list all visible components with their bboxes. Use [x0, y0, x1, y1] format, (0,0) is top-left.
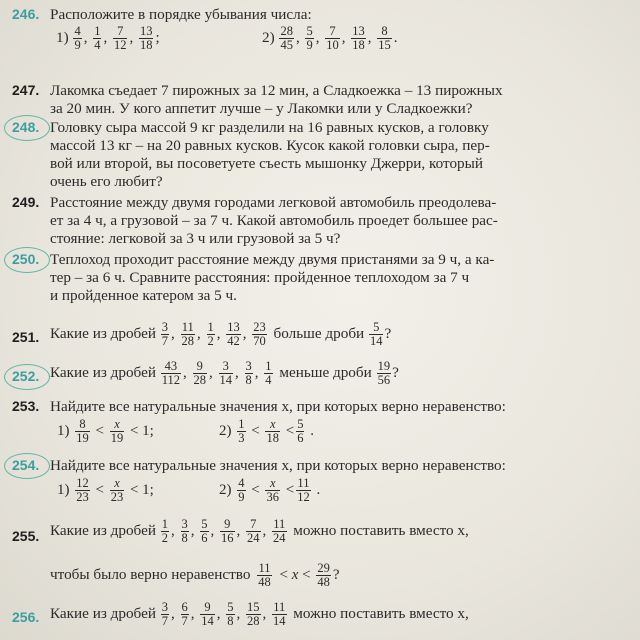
problem-text: Расположите в порядке убывания числа: [50, 6, 312, 23]
fraction-denominator: 12 [113, 38, 127, 52]
fraction-denominator: 15 [378, 38, 391, 52]
fraction-denominator: 10 [326, 38, 339, 52]
fraction [296, 477, 311, 504]
inequality-1 [56, 418, 155, 445]
fraction-denominator: 14 [201, 614, 214, 628]
fraction-denominator: 16 [221, 531, 234, 545]
fraction-numerator: 3 [245, 359, 252, 373]
fraction-denominator: 2 [207, 334, 214, 348]
fraction-numerator: 5 [369, 321, 384, 335]
fraction-list-2: 2) $\frac{28}{45}$ , $\frac{5}{9}$ , $\frac{7}{10}$ , $\frac{13}{18}$ , $\frac{8}{15}$ . [262, 24, 398, 52]
problem-text: Найдите все натуральные значения x, при которых верно неравенство: [50, 398, 506, 415]
fraction [93, 25, 101, 52]
fraction-denominator: 6 [201, 531, 208, 545]
fraction-numerator: 11 [273, 600, 286, 614]
fraction [305, 25, 313, 52]
fraction [272, 518, 287, 545]
text-fragment: , [315, 29, 324, 46]
fraction [377, 360, 392, 387]
fraction-numerator: 4 [74, 24, 81, 38]
problem-line: Расстояние между двумя городами легковой автомобиль преодолева- [50, 194, 497, 211]
fraction-denominator: 48 [317, 575, 330, 589]
text-fragment: , [103, 29, 111, 46]
text-fragment: , [262, 605, 270, 622]
text-fragment: , [171, 522, 179, 539]
fraction-denominator: 14 [273, 614, 286, 628]
fraction-numerator: 7 [113, 25, 128, 39]
fraction [325, 25, 340, 52]
text-fragment: < [91, 481, 108, 498]
fraction [161, 518, 169, 545]
text-fragment: < [281, 481, 295, 498]
fraction-denominator: 3 [238, 431, 245, 445]
fraction-denominator: 28 [181, 334, 194, 348]
fraction-numerator: x [110, 418, 125, 432]
fraction-numerator: 5 [297, 417, 304, 431]
fraction-denominator: 18 [352, 38, 365, 52]
inequality-2 [218, 418, 315, 445]
fraction [296, 418, 304, 445]
inequality-line: чтобы было верно неравенство $\frac{11}{48}$ < x < $\frac{29}{48}$ ? [50, 561, 340, 589]
fraction-denominator: 7 [161, 334, 168, 348]
fraction-denominator: 70 [253, 334, 266, 348]
fraction [351, 25, 366, 52]
text-fragment: , [341, 29, 350, 46]
problem-line: Головку сыра массой 9 кг разделили на 16 равных кусков, а головку [50, 119, 489, 136]
text-fragment: . [306, 422, 314, 439]
text-fragment: < [281, 422, 295, 439]
fraction-numerator: 11 [258, 561, 271, 575]
text-fragment: < 1; [126, 481, 154, 498]
text-fragment: , [171, 605, 179, 622]
problem-number: 249. [12, 194, 40, 210]
fraction-denominator: 7 [161, 614, 168, 628]
fraction-denominator: 12 [297, 490, 310, 504]
text-fragment: , [83, 29, 92, 46]
text-fragment: , [367, 29, 376, 46]
problem-number: 254. [12, 457, 40, 473]
problem-number: 256. [12, 609, 40, 625]
problem-number: 253. [12, 398, 40, 414]
fraction-denominator: 36 [266, 490, 279, 504]
fraction-question: Какие из дробей $\frac{1}{2}$ , $\frac{3}{8}$ , $\frac{5}{6}$ , $\frac{9}{16}$ , $\frac{7}{24}$ , $\frac{11}{24}$ можно поставить вместо x, [50, 517, 469, 545]
fraction [237, 477, 245, 504]
fraction-numerator: 11 [181, 320, 194, 334]
fraction-numerator: 28 [280, 24, 293, 38]
text-fragment: , [295, 29, 304, 46]
inequality-middle: < x < [279, 566, 315, 583]
text-fragment: , [262, 522, 270, 539]
fraction-numerator: 6 [181, 600, 188, 614]
fraction-numerator: 13 [139, 24, 153, 38]
problem-number: 248. [12, 119, 40, 135]
text-fragment: ? [332, 566, 340, 583]
fraction [161, 360, 181, 387]
fraction [272, 601, 287, 628]
fraction-denominator: 7 [181, 614, 188, 628]
inequality-2 [218, 477, 321, 504]
fraction-denominator: 24 [247, 531, 260, 545]
problem-number: 255. [12, 528, 40, 544]
fraction [369, 321, 384, 348]
text-fragment: . [393, 29, 398, 46]
fraction-denominator: 56 [377, 373, 391, 387]
text-fragment: , [183, 364, 191, 381]
fraction [181, 321, 196, 348]
problem-line: Лакомка съедает 7 пирожных за 12 мин, а Сладкоежка – 13 пирожных [50, 82, 503, 99]
text-fragment: , [236, 605, 244, 622]
fraction-numerator: x [110, 477, 125, 491]
fraction-denominator: 24 [273, 531, 286, 545]
fraction-numerator: 9 [200, 601, 215, 615]
text-fragment: . [312, 481, 321, 498]
problem-line: стояние: легковой за 3 ч или грузовой за 5 ч? [50, 230, 341, 247]
fraction-numerator: 8 [377, 25, 392, 39]
inequality-1 [56, 477, 155, 504]
fraction-numerator: 7 [246, 518, 261, 532]
fraction [139, 25, 154, 52]
fraction-numerator: 9 [193, 360, 208, 374]
text-fragment: < [247, 422, 264, 439]
fraction [226, 601, 234, 628]
fraction-numerator: 15 [247, 600, 260, 614]
problem-line: и пройденное катером за 5 ч. [50, 287, 237, 304]
fraction-denominator: 28 [193, 373, 207, 387]
fraction-denominator: 48 [258, 575, 271, 589]
fraction-denominator: 14 [369, 334, 383, 348]
fraction-denominator: 9 [306, 38, 313, 52]
fraction [246, 601, 261, 628]
fraction [264, 360, 272, 387]
fraction [200, 601, 215, 628]
fraction [193, 360, 208, 387]
fraction-numerator: 1 [207, 320, 214, 334]
fraction-numerator: 1 [265, 359, 272, 373]
text-fragment: , [190, 522, 199, 539]
problem-number: 252. [12, 368, 40, 384]
fraction-numerator: 5 [227, 600, 234, 614]
fraction-denominator: 6 [297, 431, 304, 445]
text-fragment: , [171, 325, 179, 342]
fraction-denominator: 18 [139, 38, 153, 52]
fraction-denominator: 9 [238, 490, 245, 504]
fraction [377, 25, 392, 52]
fraction [73, 25, 81, 52]
fraction-denominator: 45 [280, 38, 293, 52]
fraction-denominator: 4 [94, 38, 101, 52]
fraction [237, 418, 245, 445]
fraction-numerator: 19 [377, 359, 391, 373]
fraction [113, 25, 128, 52]
fraction-numerator: 3 [219, 360, 234, 374]
text-fragment: ; [155, 29, 160, 46]
fraction-denominator: 2 [161, 531, 168, 545]
fraction-denominator: 8 [181, 531, 188, 545]
fraction-denominator: 42 [227, 334, 240, 348]
text-fragment: , [210, 522, 218, 539]
fraction-denominator: 4 [265, 373, 272, 387]
fraction [161, 321, 169, 348]
fraction-question: Какие из дробей $\frac{3}{7}$ , $\frac{6}{7}$ , $\frac{9}{14}$ , $\frac{5}{8}$ , $\frac{15}{28}$ , $\frac{11}{14}$ можно поставить вместо x, [50, 600, 469, 628]
fraction-numerator: 4 [238, 476, 245, 490]
problem-line: ет за 4 ч, а грузовой – за 7 ч. Какой автомобиль проедет большее рас- [50, 212, 498, 229]
text-fragment: 1) [57, 422, 74, 439]
fraction-numerator: 9 [220, 518, 235, 532]
text-fragment: , [242, 325, 251, 342]
fraction-denominator: 23 [110, 490, 124, 504]
fraction [219, 360, 234, 387]
fraction-numerator: 5 [306, 24, 313, 38]
text-fragment: 2) [219, 422, 236, 439]
fraction-numerator: 11 [273, 517, 286, 531]
fraction-numerator: x [265, 477, 280, 491]
problem-line: тер – за 6 ч. Сравните расстояния: пройденное теплоходом за 7 ч [50, 269, 470, 286]
fraction-numerator: 1 [161, 517, 168, 531]
fraction-numerator: 13 [227, 320, 240, 334]
fraction [257, 562, 272, 589]
fraction-numerator: 13 [352, 24, 365, 38]
problem-number: 247. [12, 82, 40, 98]
fraction-numerator: 3 [161, 600, 168, 614]
problem-number: 246. [12, 6, 40, 22]
fraction [279, 25, 294, 52]
fraction-denominator: 23 [76, 490, 89, 504]
problem-line: Теплоход проходит расстояние между двумя пристанями за 9 ч, а ка- [50, 251, 495, 268]
text-fragment: , [129, 29, 137, 46]
problem-number: 251. [12, 329, 40, 345]
fraction-question: Какие из дробей $\frac{43}{112}$ , $\frac{9}{28}$ , $\frac{3}{14}$ , $\frac{3}{8}$ , $\frac{1}{4}$ меньше дроби $\frac{19}{56}$ ? [50, 359, 399, 387]
fraction-numerator: 3 [161, 320, 168, 334]
fraction-numerator: 29 [317, 561, 330, 575]
fraction [181, 518, 189, 545]
fraction [75, 477, 90, 504]
text-fragment: , [216, 325, 225, 342]
fraction [316, 562, 331, 589]
text-fragment: 1) [57, 481, 74, 498]
fraction-denominator: 19 [76, 431, 89, 445]
problem-number: 250. [12, 251, 40, 267]
fraction [161, 601, 169, 628]
fraction [110, 418, 125, 445]
fraction-question: Какие из дробей $\frac{3}{7}$ , $\frac{11}{28}$ , $\frac{1}{2}$ , $\frac{13}{42}$ , $\frac{23}{70}$ больше дроби $\frac{5}{14}$ ? [50, 320, 392, 348]
text-fragment: < 1; [126, 422, 154, 439]
problem-line: очень его любит? [50, 173, 163, 190]
fraction-numerator: 7 [325, 25, 340, 39]
fraction-denominator: 14 [219, 373, 233, 387]
text-fragment: 2) [219, 481, 236, 498]
fraction [252, 321, 267, 348]
fraction [110, 477, 125, 504]
fraction [75, 418, 90, 445]
fraction-denominator: 19 [110, 431, 124, 445]
fraction-numerator: 3 [181, 517, 188, 531]
problem-line: за 20 мин. У кого аппетит лучше – у Лакомки или у Сладкоежки? [50, 100, 473, 117]
fraction [220, 518, 235, 545]
fraction [265, 477, 280, 504]
fraction-list-1: 1) $\frac{4}{9}$ , $\frac{1}{4}$ , $\frac{7}{12}$ , $\frac{13}{18}$ ; [56, 24, 160, 52]
fraction-numerator: 43 [161, 360, 181, 374]
fraction-denominator: 8 [227, 614, 234, 628]
problem-text: Найдите все натуральные значения x, при которых верно неравенство: [50, 457, 506, 474]
fraction [200, 518, 208, 545]
text-fragment: , [209, 364, 217, 381]
fraction [246, 518, 261, 545]
text-fragment: , [236, 522, 244, 539]
text-fragment: , [197, 325, 205, 342]
problem-line: вой или второй, вы посоветуете съесть мышонку Джерри, который [50, 155, 483, 172]
fraction [245, 360, 253, 387]
fraction-numerator: 5 [201, 517, 208, 531]
text-fragment: < [91, 422, 108, 439]
fraction-denominator: 28 [247, 614, 260, 628]
fraction-denominator: 112 [161, 373, 181, 387]
fraction [265, 418, 280, 445]
fraction [207, 321, 215, 348]
text-fragment [274, 567, 278, 583]
fraction-numerator: 23 [253, 320, 266, 334]
fraction-denominator: 8 [245, 373, 252, 387]
fraction [181, 601, 189, 628]
fraction-numerator: x [265, 418, 280, 432]
fraction-numerator: 8 [75, 418, 90, 432]
fraction-numerator: 1 [238, 417, 245, 431]
text-fragment: < [247, 481, 264, 498]
text-fragment: , [254, 364, 263, 381]
text-fragment: , [235, 364, 243, 381]
fraction-denominator: 9 [74, 38, 81, 52]
problem-line: массой 13 кг – на 20 равных кусков. Кусок какой головки сыра, пер- [50, 137, 490, 154]
fraction-numerator: 12 [76, 476, 89, 490]
text-fragment: , [216, 605, 225, 622]
fraction-denominator: 18 [266, 431, 279, 445]
fraction-numerator: 1 [94, 24, 101, 38]
fraction-numerator: 11 [297, 476, 310, 490]
fraction [226, 321, 241, 348]
text-fragment: , [190, 605, 199, 622]
bleed-through-text [498, 0, 640, 640]
